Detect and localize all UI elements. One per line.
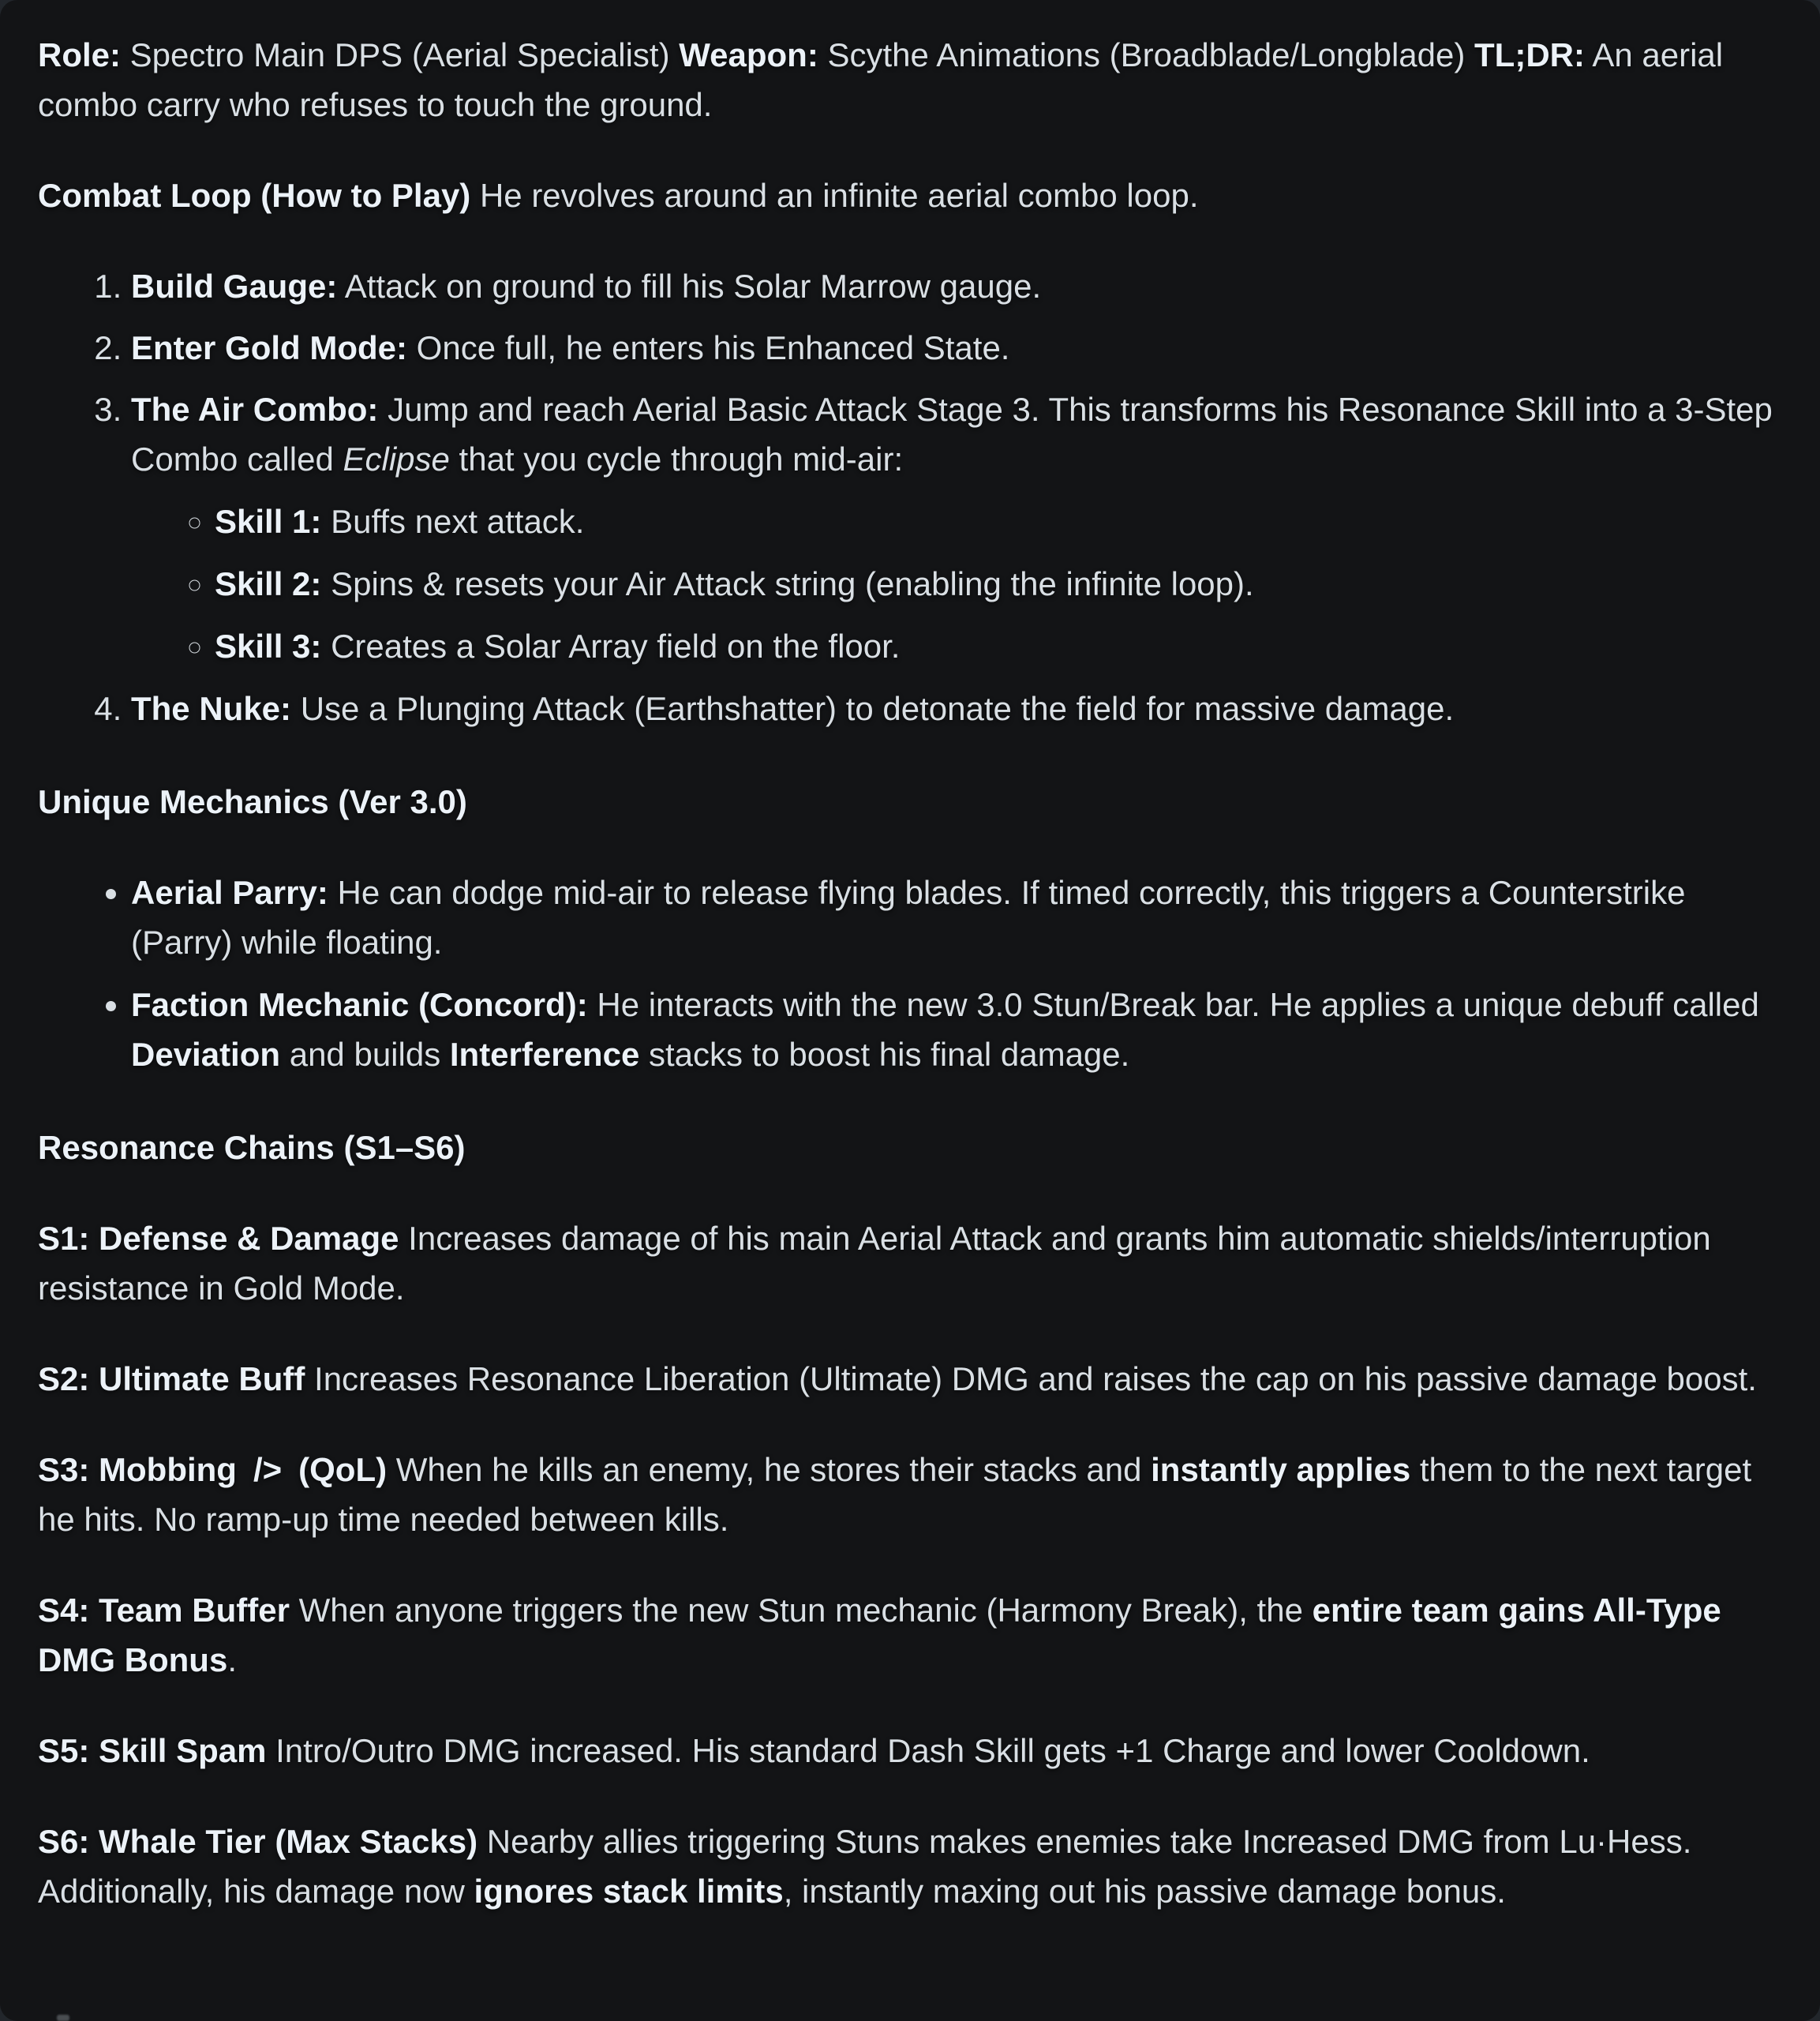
text-run: Aerial Parry: (131, 874, 328, 911)
step-item-nuke (131, 684, 1774, 733)
paragraph-s1 (38, 1213, 1774, 1313)
text-run: instantly applies (1151, 1451, 1411, 1488)
intro-paragraph (38, 30, 1774, 129)
paragraph-s4 (38, 1585, 1774, 1685)
text-run: Nearby allies triggering Stuns makes enemies take Increased DMG from Lu·Hess. Additionally, his damage now (38, 1823, 1692, 1910)
skill-substeps-list (131, 497, 1774, 671)
text-run: Attack on ground to fill his Solar Marrow gauge. (337, 268, 1042, 305)
text-run: Faction Mechanic (Concord): (131, 986, 588, 1023)
mechanic-item-aerial-parry (131, 868, 1774, 967)
unique-mechanics-heading: Unique Mechanics (Ver 3.0) (38, 783, 467, 820)
text-run: Build Gauge: (131, 268, 338, 305)
text-run: Eclipse (343, 441, 450, 478)
text-run: them to the next target he hits. No ramp-up time needed between kills. (38, 1451, 1752, 1538)
text-run: . (227, 1641, 237, 1678)
text-run: Increases damage of his main Aerial Attack and grants him automatic shields/interruption resistance in Gold Mode. (38, 1220, 1711, 1307)
text-run: Jump and reach Aerial Basic Attack Stage 3. This transforms his Resonance Skill into a 3-Step Combo called (131, 391, 1773, 478)
combat-steps-list (38, 261, 1774, 733)
step-item-air-combo (131, 384, 1774, 671)
text-run: S2: Ultimate Buff (38, 1360, 305, 1397)
text-run: S1: Defense & Damage (38, 1220, 399, 1257)
text-run: Deviation (131, 1036, 281, 1073)
substep-item-skill-2 (215, 559, 1774, 609)
text-run: S6: Whale Tier (Max Stacks) (38, 1823, 478, 1860)
step-item-build-gauge (131, 261, 1774, 311)
text-run: Role: (38, 36, 121, 73)
text-run: Spins & resets your Air Attack string (enabling the infinite loop). (321, 565, 1254, 602)
text-run: The Air Combo: (131, 391, 379, 428)
cut-off-text-fragment (57, 2015, 69, 2021)
unique-mechanics-list (38, 868, 1774, 1079)
text-run: Increases Resonance Liberation (Ultimate) DMG and raises the cap on his passive damage boost. (305, 1360, 1757, 1397)
text-run: He revolves around an infinite aerial combo loop. (470, 177, 1199, 214)
text-run: , instantly maxing out his passive damage bonus. (783, 1873, 1506, 1910)
combat-loop-paragraph (38, 171, 1774, 220)
text-run: The Nuke: (131, 690, 292, 727)
mechanic-item-faction-concord (131, 980, 1774, 1079)
substep-item-skill-3 (215, 621, 1774, 671)
paragraph-s5 (38, 1726, 1774, 1775)
paragraph-s6 (38, 1817, 1774, 1916)
text-run: entire team gains All-Type DMG Bonus (38, 1592, 1721, 1678)
text-run: Skill 3: (215, 628, 322, 665)
text-run: Interference (449, 1036, 640, 1073)
text-run: An aerial combo carry who refuses to touch the ground. (38, 36, 1724, 123)
text-run: TL;DR: (1474, 36, 1585, 73)
text-run: Scythe Animations (Broadblade/Longblade) (818, 36, 1475, 73)
resonance-chains-heading: Resonance Chains (S1–S6) (38, 1129, 466, 1166)
text-run: S5: Skill Spam (38, 1732, 267, 1769)
text-run: Spectro Main DPS (Aerial Specialist) (121, 36, 680, 73)
text-run: S4: Team Buffer (38, 1592, 290, 1629)
text-run: S3: Mobbing /> (QoL) (38, 1451, 388, 1488)
text-run: Enter Gold Mode: (131, 329, 407, 366)
substep-item-skill-1 (215, 497, 1774, 546)
text-run: Combat Loop (How to Play) (38, 177, 471, 214)
text-run: Skill 2: (215, 565, 322, 602)
paragraph-s3 (38, 1445, 1774, 1544)
step-item-air-combo-text (131, 391, 1773, 478)
text-run: When anyone triggers the new Stun mechanic (Harmony Break), the (289, 1592, 1313, 1629)
text-run: that you cycle through mid-air: (449, 441, 904, 478)
text-run: He interacts with the new 3.0 Stun/Break bar. He applies a unique debuff called (587, 986, 1759, 1023)
step-item-enter-gold-mode (131, 323, 1774, 373)
text-run: Use a Plunging Attack (Earthshatter) to detonate the field for massive damage. (291, 690, 1455, 727)
text-run: He can dodge mid-air to release flying blades. If timed correctly, this triggers a Counterstrike (Parry) while floating. (131, 874, 1686, 961)
text-run: When he kills an enemy, he stores their stacks and (387, 1451, 1152, 1488)
text-run: stacks to boost his final damage. (639, 1036, 1130, 1073)
text-run: and builds (280, 1036, 450, 1073)
text-run: Creates a Solar Array field on the floor. (321, 628, 901, 665)
text-run: Intro/Outro DMG increased. His standard Dash Skill gets +1 Charge and lower Cooldown. (266, 1732, 1590, 1769)
text-run: Buffs next attack. (321, 503, 585, 540)
text-run: Skill 1: (215, 503, 322, 540)
text-run: Weapon: (679, 36, 818, 73)
paragraph-s2 (38, 1354, 1774, 1404)
text-run: Once full, he enters his Enhanced State. (407, 329, 1010, 366)
text-run: ignores stack limits (474, 1873, 784, 1910)
